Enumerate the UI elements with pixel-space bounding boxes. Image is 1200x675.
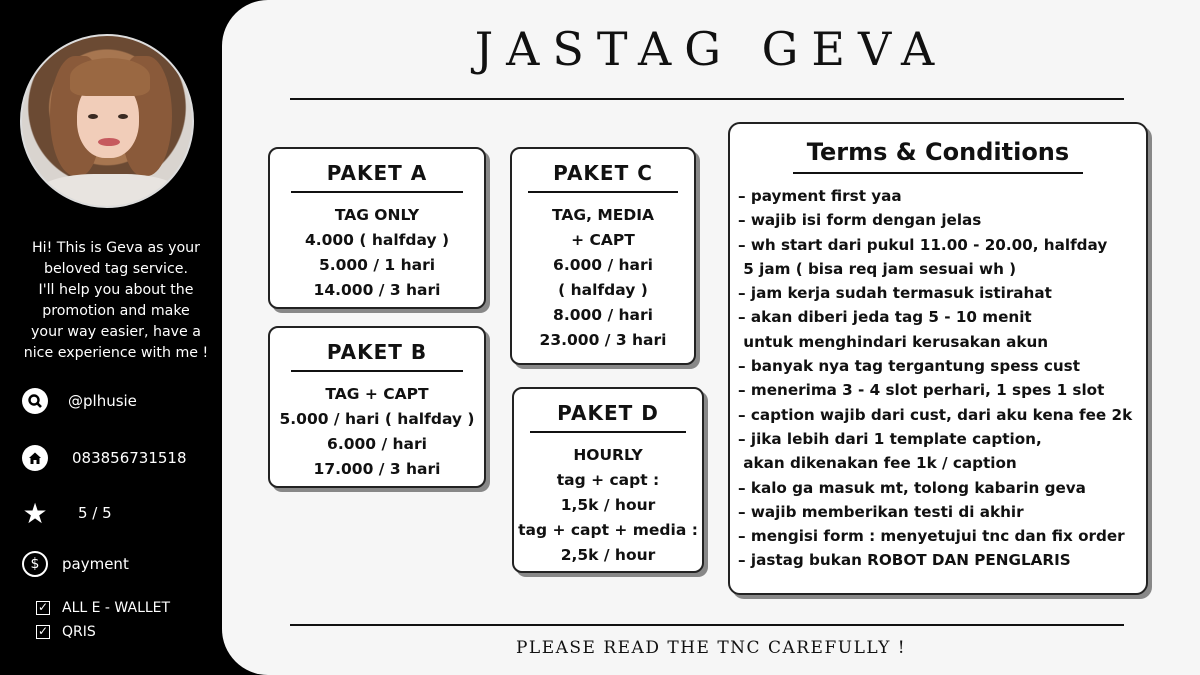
package-line: 6.000 / hari bbox=[553, 256, 653, 274]
package-line: ( halfday ) bbox=[558, 281, 648, 299]
intro-line: beloved tag service. bbox=[43, 261, 189, 277]
package-line: 6.000 / hari bbox=[327, 435, 427, 453]
footer-note: PLEASE READ THE TNC CAREFULLY ! bbox=[515, 638, 907, 658]
package-line: 2,5k / hour bbox=[560, 546, 656, 564]
username: @plhusie bbox=[68, 392, 137, 410]
package-line: + CAPT bbox=[571, 231, 635, 249]
package-name: PAKET C bbox=[553, 161, 653, 185]
home-icon bbox=[22, 445, 48, 471]
intro-line: Hi! This is Geva as your bbox=[32, 240, 200, 256]
phone-row bbox=[22, 445, 187, 471]
terms-item: – menerima 3 - 4 slot perhari, 1 spes 1 slot bbox=[738, 381, 1105, 400]
search-icon bbox=[22, 388, 48, 414]
profile-sidebar bbox=[0, 0, 240, 675]
terms-item: – mengisi form : menyetujui tnc dan fix order bbox=[738, 527, 1125, 546]
footer-divider bbox=[290, 624, 1124, 626]
username-row bbox=[22, 388, 137, 414]
terms-item: – wajib memberikan testi di akhir bbox=[738, 502, 1024, 521]
payment-method-item bbox=[36, 620, 170, 644]
package-card-a bbox=[268, 147, 486, 309]
terms-item: – caption wajib dari cust, dari aku kena fee 2k bbox=[738, 405, 1133, 424]
package-divider bbox=[291, 370, 463, 372]
main-panel bbox=[222, 0, 1200, 675]
package-line: TAG + CAPT bbox=[325, 385, 429, 403]
terms-item: – wajib isi form dengan jelas bbox=[738, 211, 982, 230]
package-name: PAKET D bbox=[557, 401, 659, 425]
terms-divider bbox=[793, 172, 1083, 174]
star-icon: ★ bbox=[22, 496, 48, 530]
package-line: 4.000 ( halfday ) bbox=[304, 231, 450, 249]
rating-value: 5 / 5 bbox=[78, 504, 112, 522]
payment-method-item bbox=[36, 596, 170, 620]
payment-method-label: ALL E - WALLET bbox=[62, 600, 171, 616]
phone-number: 083856731518 bbox=[72, 449, 187, 467]
package-line: 23.000 / 3 hari bbox=[539, 331, 667, 349]
package-card-b bbox=[268, 326, 486, 488]
terms-item: – kalo ga masuk mt, tolong kabarin geva bbox=[738, 478, 1086, 497]
payment-label: payment bbox=[62, 555, 129, 573]
intro-line: I'll help you about the bbox=[38, 282, 194, 298]
title-divider bbox=[290, 98, 1124, 100]
terms-list bbox=[730, 184, 1146, 573]
terms-title: Terms & Conditions bbox=[806, 138, 1070, 166]
package-line: HOURLY bbox=[573, 446, 643, 464]
terms-item: – jastag bukan ROBOT DAN PENGLARIS bbox=[738, 551, 1071, 570]
payment-methods bbox=[36, 596, 170, 644]
intro-text bbox=[6, 238, 226, 364]
payment-method-label: QRIS bbox=[62, 624, 96, 640]
package-line: 5.000 / 1 hari bbox=[318, 256, 436, 274]
package-line: 8.000 / hari bbox=[553, 306, 653, 324]
terms-item: – akan diberi jeda tag 5 - 10 menit bbox=[738, 308, 1032, 327]
terms-item: – wh start dari pukul 11.00 - 20.00, halfday bbox=[738, 235, 1108, 254]
package-divider bbox=[530, 431, 686, 433]
checkbox-checked-icon: ✓ bbox=[37, 600, 49, 614]
profile-avatar bbox=[20, 34, 194, 208]
package-line: 14.000 / 3 hari bbox=[313, 281, 441, 299]
package-line: tag + capt + media : bbox=[518, 521, 698, 539]
terms-item: akan dikenakan fee 1k / caption bbox=[738, 454, 1017, 473]
package-name: PAKET B bbox=[326, 340, 428, 364]
page-title: JASTAG GEVA bbox=[474, 22, 948, 76]
package-divider bbox=[291, 191, 463, 193]
intro-line: your way easier, have a bbox=[31, 324, 201, 340]
intro-line: promotion and make bbox=[42, 303, 190, 319]
package-line: tag + capt : bbox=[556, 471, 660, 489]
terms-item: – jika lebih dari 1 template caption, bbox=[738, 429, 1042, 448]
package-line: 5.000 / hari ( halfday ) bbox=[279, 410, 475, 428]
payment-row bbox=[22, 551, 129, 577]
checkbox-checked-icon: ✓ bbox=[37, 624, 49, 638]
package-card-d bbox=[512, 387, 704, 573]
terms-item: – payment first yaa bbox=[738, 187, 902, 205]
package-line: 1,5k / hour bbox=[560, 496, 656, 514]
terms-item: – banyak nya tag tergantung spess cust bbox=[738, 357, 1080, 376]
rating-row bbox=[22, 496, 112, 530]
package-card-c bbox=[510, 147, 696, 365]
terms-card bbox=[728, 122, 1148, 595]
intro-line: nice experience with me ! bbox=[23, 345, 209, 361]
terms-item: untuk menghindari kerusakan akun bbox=[738, 332, 1049, 351]
package-divider bbox=[528, 191, 678, 193]
package-name: PAKET A bbox=[326, 161, 428, 185]
package-line: TAG, MEDIA bbox=[551, 206, 654, 224]
dollar-coin-icon: $ bbox=[22, 551, 48, 577]
package-line: 17.000 / 3 hari bbox=[313, 460, 441, 478]
terms-item: 5 jam ( bisa req jam sesuai wh ) bbox=[738, 259, 1017, 278]
package-line: TAG ONLY bbox=[334, 206, 420, 224]
terms-item: – jam kerja sudah termasuk istirahat bbox=[738, 284, 1052, 303]
